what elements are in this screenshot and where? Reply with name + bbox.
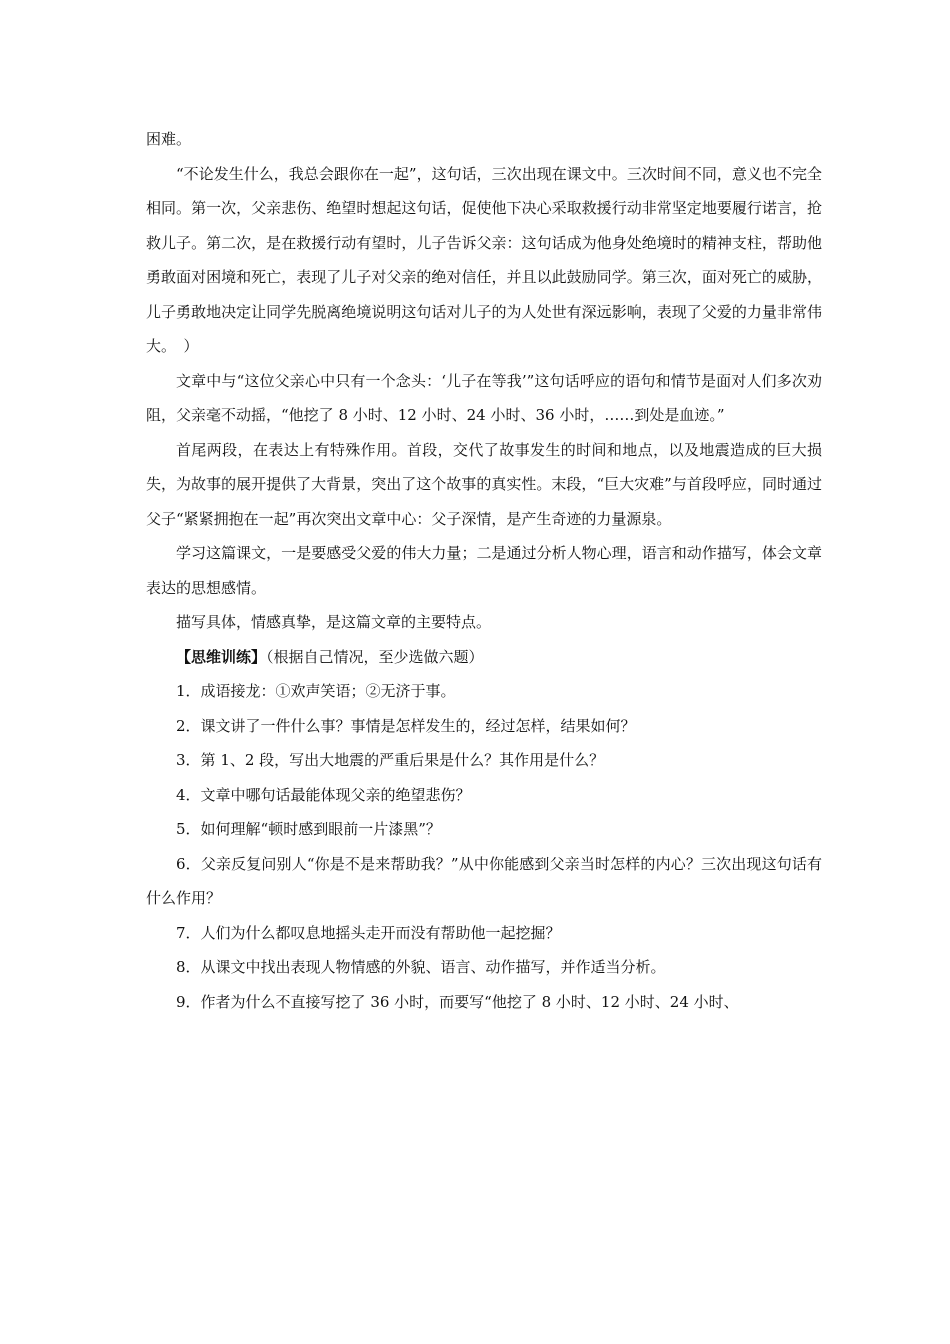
question-text: 如何理解“顿时感到眼前一片漆黑”？ <box>200 820 441 838</box>
training-note: （根据自己情况，至少选做六题） <box>266 647 484 666</box>
question-number: 4． <box>176 785 201 804</box>
question-item <box>146 985 822 1020</box>
question-text: 课文讲了一件什么事？事情是怎样发生的，经过怎样，结果如何？ <box>200 716 636 735</box>
paragraph-opening-ending: 首尾两段，在表达上有特殊作用。首段，交代了故事发生的时间和地点，以及地震造成的巨大损失，为故事的展开提供了大背景，突出了这个故事的真实性。末段，“巨大灾难”与首段呼应，同时通过父子“紧紧拥抱在一起”再次突出文章中心：父子深情，是产生奇迹的力量源泉。 <box>146 440 822 528</box>
question-number: 2． <box>176 716 201 735</box>
question-text: 作者为什么不直接写挖了 36 小时，而要写“他挖了 8 小时、12 小时、24 小时、 <box>200 992 739 1011</box>
question-item <box>146 709 822 744</box>
question-item <box>146 778 822 813</box>
paragraph-sentence-analysis: “不论发生什么，我总会跟你在一起”，这句话，三次出现在课文中。三次时间不同，意义也不完全相同。第一次，父亲悲伤、绝望时想起这句话，促使他下决心采取救援行动非常坚定地要履行诺言，抢救儿子。第二次，是在救援行动有望时，儿子告诉父亲：这句话成为他身处绝境时的精神支柱，帮助他勇敢面对困境和死亡，表现了儿子对父亲的绝对信任，并且以此鼓励同学。第三次，面对死亡的威胁，儿子勇敢地决定让同学先脱离绝境说明这句话对儿子的为人处世有深远影响，表现了父爱的力量非常伟大。 ） <box>146 164 822 355</box>
question-number: 5． <box>176 820 201 838</box>
paragraph-continuation: 困难。 <box>146 130 192 148</box>
question-item <box>146 950 822 985</box>
training-heading <box>146 640 822 675</box>
question-number: 1． <box>176 682 201 700</box>
question-item <box>146 916 822 951</box>
question-text: 第 1、2 段，写出大地震的严重后果是什么？其作用是什么？ <box>200 751 605 769</box>
question-list <box>146 674 822 1019</box>
question-number: 8． <box>176 958 201 976</box>
question-item <box>146 743 822 778</box>
training-title: 【思维训练】 <box>176 647 267 666</box>
question-item <box>146 812 822 847</box>
paragraph-learning-goals: 学习这篇课文，一是要感受父爱的伟大力量；二是通过分析人物心理，语言和动作描写，体会文章表达的思想感情。 <box>146 544 822 597</box>
question-number: 9． <box>176 992 201 1011</box>
question-item <box>146 847 822 916</box>
question-text: 人们为什么都叹息地摇头走开而没有帮助他一起挖掘？ <box>200 923 561 942</box>
question-text: 成语接龙：①欢声笑语；②无济于事。 <box>200 682 456 700</box>
question-number: 6． <box>176 854 201 873</box>
question-item <box>146 674 822 709</box>
paragraph-main-features: 描写具体，情感真挚，是这篇文章的主要特点。 <box>176 613 492 631</box>
paragraph-echo-sentence: 文章中与“这位父亲心中只有一个念头：‘儿子在等我’”这句话呼应的语句和情节是面对人们多次劝阻，父亲毫不动摇，“他挖了 8 小时、12 小时、24 小时、36 小时，……到处是血迹。” <box>146 371 822 424</box>
question-number: 7． <box>176 923 201 942</box>
question-text: 父亲反复问别人“你是不是来帮助我？”从中你能感到父亲当时怎样的内心？三次出现这句话有什么作用？ <box>146 854 822 907</box>
question-text: 从课文中找出表现人物情感的外貌、语言、动作描写，并作适当分析。 <box>200 958 666 976</box>
question-text: 文章中哪句话最能体现父亲的绝望悲伤？ <box>200 785 471 804</box>
question-number: 3． <box>176 751 201 769</box>
document-page <box>146 122 822 1019</box>
